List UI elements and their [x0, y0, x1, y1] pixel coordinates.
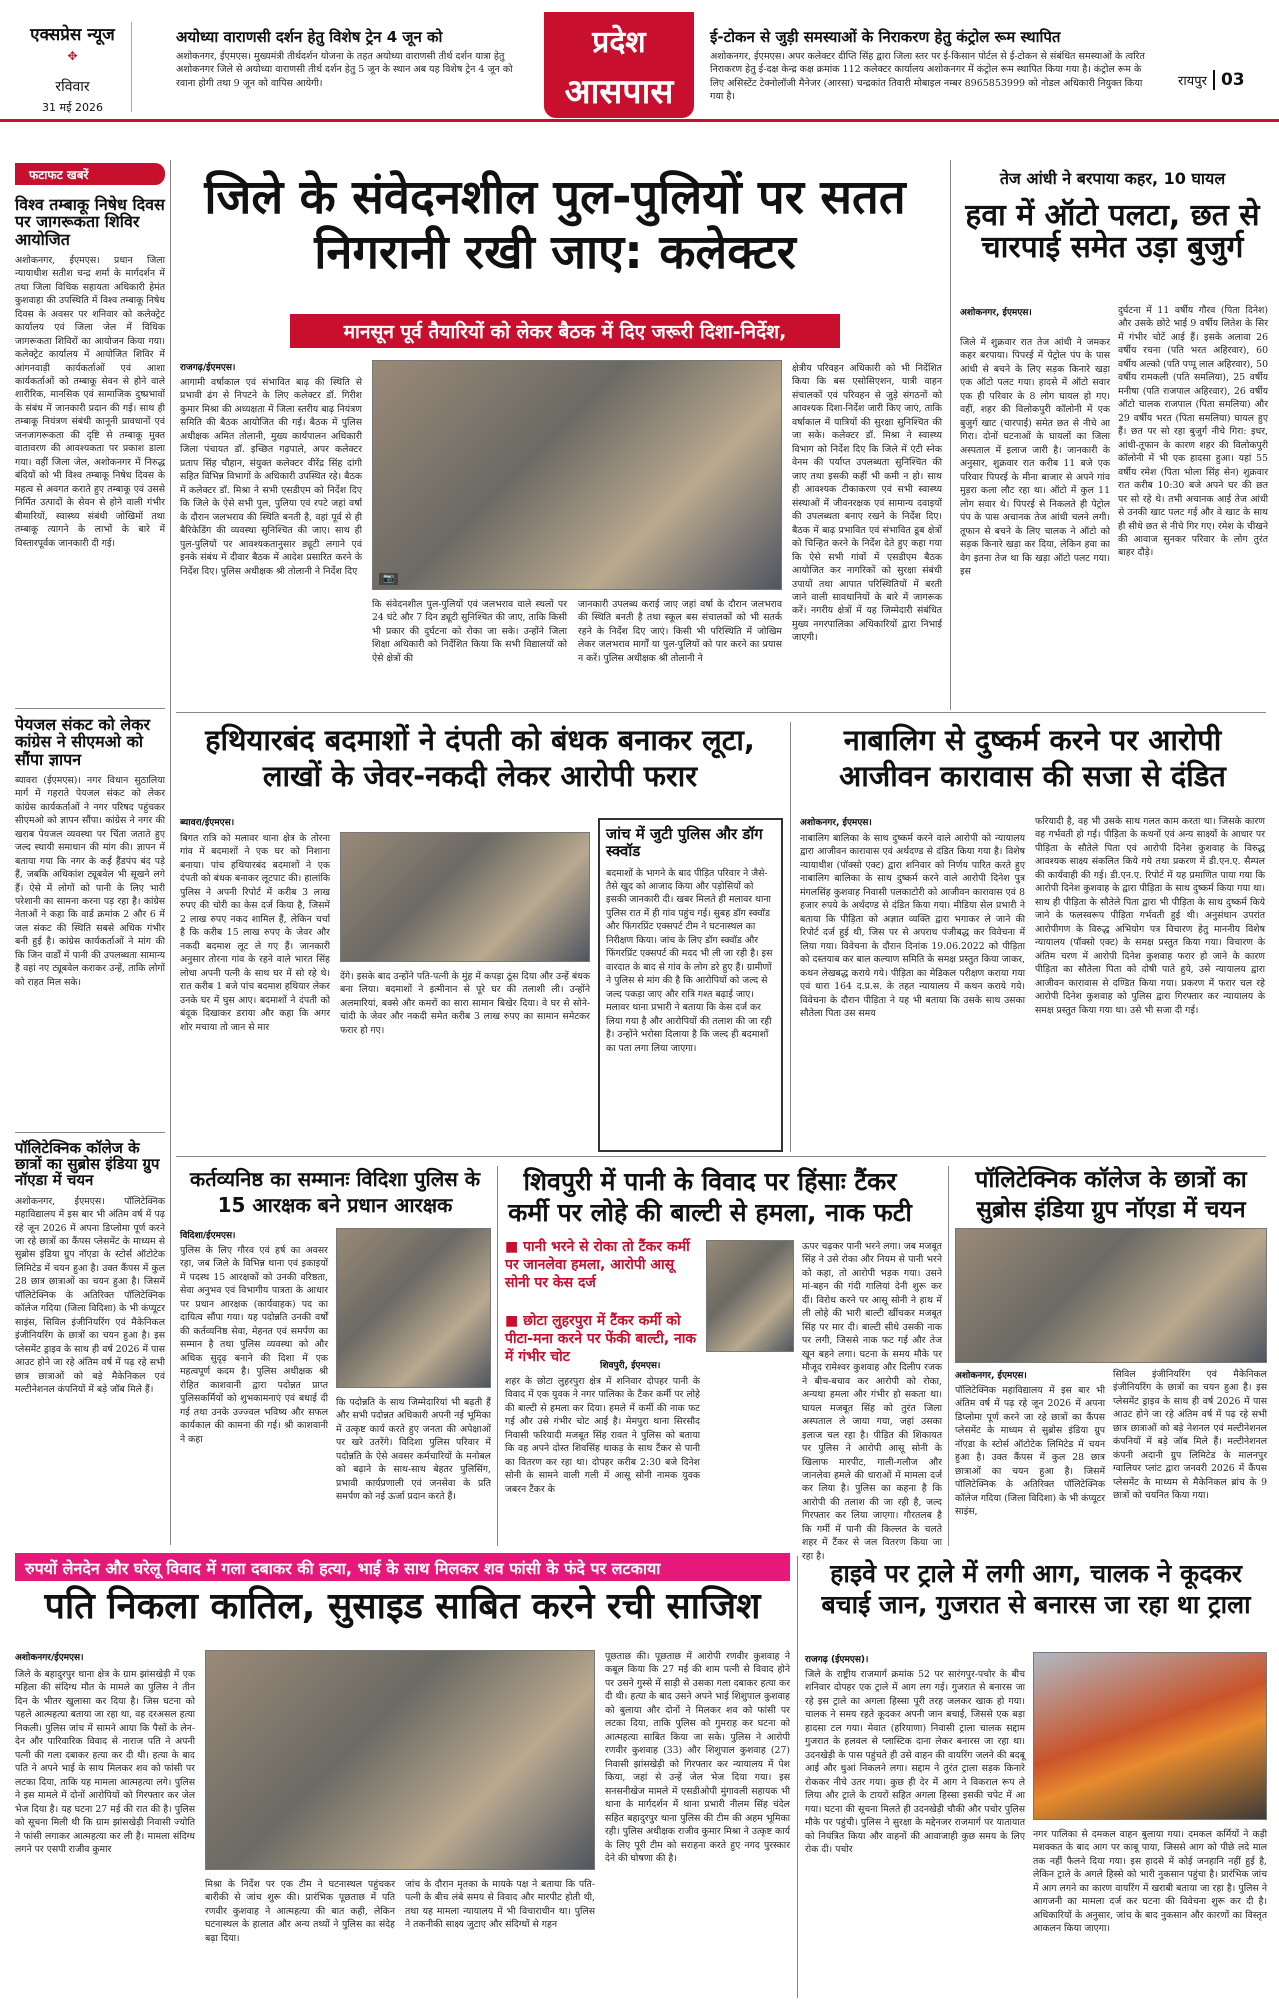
camera-icon: 📷 — [379, 573, 398, 585]
honor-dateline: विदिशा/ईएमएस। — [180, 1231, 236, 1241]
meeting-photo — [372, 360, 782, 590]
issue-day: रविवार — [55, 79, 90, 95]
murder-col-4: पूछताछ की। पूछताछ में आरोपी रणवीर कुशवाह ने कबूल किया कि 27 मई की शाम पत्नी से विवाद होने पर उसने गुस्से में साड़ी से उसका गला दबाकर हत्या कर दी थी। हत्या के बाद उसने अपने भाई शिशुपाल कुशवाह को बुलाया और दोनों ने मिलकर शव को फांसी पर लटका दिया, ताकि पुलिस को गुमराह कर घटना को आत्महत्या साबित किया जा सके। पुलिस ने आरोपी रणवीर कुशवाह (33) और शिशुपाल कुशवाह (27) निवासी झांसखेड़ी को गिरफ्तार कर न्यायालय में पेश किया, जहां से उन्हें जेल भेज दिया गया। इस सनसनीखेज मामले में एसडीओपी मुंगावली सहायक भी थाना के मार्गदर्शन में थाना प्रभारी नीलम सिंह चंदेल सहित बहादुरपुर थाना पुलिस की टीम की अहम भूमिका रही। पुलिस अधीक्षक राजीव कुमार मिश्रा ने उत्कृष्ट कार्य के लिए पूरी टीम को सराहना करते हुए नगद पुरस्कार देने की घोषणा की है। — [605, 1651, 790, 1865]
top-story-right-title: ई-टोकन से जुड़ी समस्याओं के निराकरण हेतु कंट्रोल रूम स्थापित — [710, 28, 1061, 46]
brief-3-title: पॉलिटेक्निक कॉलेज के छात्रों का सुब्रोस इंडिया ग्रुप नॉएडा में चयन — [15, 1139, 160, 1190]
police-officers-photo — [336, 1228, 491, 1388]
lead-col-1: आगामी वर्षाकाल एवं संभावित बाढ़ की स्थिति से प्रभावी ढंग से निपटने के लिए कलेक्टर डॉ. गिरीश कुमार मिश्रा की अध्यक्षता में जिला स्तरीय बाढ़ नियंत्रण समिति की बैठक आयोजित की गई। बैठक में पुलिस अधीक्षक अमित तोलानी, मुख्य कार्यपालन अधिकारी जिला पंचायत डॉ. इच्छित गढ़पाले, अपर कलेक्टर प्रताप सिंह चौहान, संयुक्त कलेक्टर वीरेंद्र सिंह दांगी सहित विभिन्न विभागों के अधिकारी उपस्थित रहे। बैठक में कलेक्टर डॉ. मिश्रा ने सभी एसडीएम को निर्देश दिए कि जिले के ऐसे सभी पुल, पुलिया एवं रपटे जहां वर्षा के दौरान जलभराव की स्थिति बनती है, वहां पूर्व से ही बैरिकेडिंग की व्यवस्था सुनिश्चित की जाए। साथ ही पुल-पुलियों पर आवश्यकतानुसार ड्यूटी लगाने एवं इनके संबंध में दीवार बैठक में आदेश प्रसारित करने के निर्देश दिए। पुलिस अधीक्षक श्री तोलानी ने निर्देश दिए — [180, 377, 362, 577]
section-name-line2: आसपास — [564, 72, 674, 112]
column-divider — [797, 1556, 798, 1998]
robbery-sidebar — [598, 818, 783, 1152]
murder-col-1: जिले के बहादुरपुर थाना क्षेत्र के ग्राम झांसखेड़ी में एक महिला की संदिग्ध मौत के मामले का पुलिस ने तीन दिन के भीतर खुलासा कर दिया है। जिस घटना को पहले आत्महत्या बताया जा रहा था, वह दरअसल हत्या निकली। पुलिस जांच में सामने आया कि पैसों के लेन-देन और पारिवारिक विवाद से नाराज पति ने अपनी पत्नी की गला दबाकर हत्या कर दी थी। हत्या के बाद पति ने अपने भाई के साथ मिलकर शव को फांसी पर लटका दिया, ताकि यह मामला आत्महत्या लगे। पुलिस ने इस मामले में दोनों आरोपियों को गिरफ्तार कर जेल भेज दिया है। यह घटना 27 मई की रात की है। पुलिस को सूचना मिली थी कि ग्राम झांसखेड़ी निवासी ज्योति ने फांसी लगाकर आत्महत्या कर ली है। मामला संदिग्ध लगने पर एसपी राजीव कुमार — [15, 1669, 195, 1856]
lead-col-4: क्षेत्रीय परिवहन अधिकारी को भी निर्देशित किया कि बस एसोसिएशन, यात्री वाहन संचालकों एवं परिवहन से जुड़े संगठनों को आवश्यक दिशा-निर्देश जारी किए जाएं, ताकि वर्षाकाल में यात्रियों की सुरक्षा सुनिश्चित की जा सके। कलेक्टर डॉ. मिश्रा ने स्वास्थ्य विभाग को निर्देश दिए कि जिले में एंटी स्नेक वेनम की पर्याप्त उपलब्धता सुनिश्चित की जाए तथा इसकी कहीं भी कमी न हो। साथ ही आवश्यक टीकाकरण एवं सभी स्वास्थ्य संस्थाओं में जीवनरक्षक एवं सामान्य दवाइयों की उपलब्धता बनाए रखने के निर्देश दिए। बैठक में बाढ़ प्रभावित एवं संभावित डूब क्षेत्रों को चिन्हित करने के निर्देश देते हुए कहा गया कि ऐसे सभी गांवों में एसडीएम बैठक आयोजित कर नागरिकों को सुरक्षा संबंधी उपायों तथा आपात परिस्थितियों में बरती जाने वाली सावधानियों के बारे में जागरूक करें। नगरीय क्षेत्रों में यह जिम्मेदारी संबंधित मुख्य नगरपालिका अधिकारियों द्वारा निभाई जाएगी। — [792, 363, 942, 644]
storm-col-1: जिले में शुक्रवार रात तेज आंधी ने जमकर कहर बरपाया। पिपरई में पेट्रोल पंप के पास आंधी से बचने के लिए सड़क किनारे खड़ा एक ऑटो पलट गया। हादसे में ऑटो सवार एक ही परिवार के 8 लोग घायल हो गए। वहीं, शहर की विलोकपुरी कॉलोनी में एक बुजुर्ग खाट (चारपाई) समेत छत से नीचे आ गिरा। दोनों घटनाओं के घायलों का जिला अस्पताल में इलाज जारी है। जानकारी के अनुसार, शुक्रवार रात करीब 11 बजे एक परिवार पिपरई के मीना बाजार से अपने गांव मुड़रा कला लौट रहा था। ऑटो में कुल 11 लोग सवार थे। पिपरई से निकलते ही पेट्रोल पंप के पास अचानक तेज आंधी चलने लगी। तूफान से बचने के लिए चालक ने ऑटो को सड़क किनारे खड़ा कर दिया, लेकिन हवा का वेग इतना तेज था कि खड़ा ऑटो पलट गया। इस — [960, 337, 1110, 577]
verdict-headline: नाबालिग से दुष्कर्म करने पर आरोपी आजीवन कारावास की सजा से दंडित — [839, 723, 1226, 794]
students-photo — [955, 1228, 1267, 1363]
fatafat-tag: फटाफट खबरें — [15, 163, 165, 185]
divider — [15, 1132, 165, 1133]
robbery-sidebar-title: जांच में जुटी पुलिस और डॉग स्क्वॉड — [606, 825, 763, 861]
water-headline: शिवपुरी में पानी के विवाद पर हिंसाः टैंकर कर्मी पर लोहे की बाल्टी से हमला, नाक फटी — [508, 1167, 912, 1228]
water-col-2: ऊपर चढ़कर पानी भरने लगा। जब मजबूत सिंह ने उसे रोका और नियम से पानी भरने को कहा, तो आरोपी भड़क गया। उसने मां-बहन की गंदी गालियां देनी शुरू कर दीं। विरोध करने पर आसू सोनी ने हाथ में ली लोहे की भारी बाल्टी खींचकर मजबूत सिंह पर मार दी। बाल्टी सीधे उसकी नाक पर लगी, जिससे नाक फट गई और तेज खून बहने लगा। घटना के समय मौके पर मौजूद रामेश्वर कुशवाह और दिलीप रजक ने बीच-बचाव कर आरोपी को रोका, अन्यथा हमला और गंभीर हो सकता था। घायल मजबूत सिंह को तुरंत जिला अस्पताल ले जाया गया, जहां उसका इलाज चल रहा है। पीड़ित की शिकायत पर पुलिस ने आरोपी आसू सोनी के खिलाफ मारपीट, गाली-गलौज और जानलेवा हमले की धाराओं में मामला दर्ज कर लिया है। पुलिस का कहना है कि आरोपी की तलाश की जा रही है, जल्द गिरफ्तार कर लिया जाएगा। गौरतलब है कि गर्मी में पानी की किल्लत के चलते शहर में टैंकर से जल वितरण किया जा रहा है। — [802, 1241, 942, 1562]
column-divider — [790, 722, 791, 1152]
lead-col-3: जानकारी उपलब्ध कराई जाए जहां वर्षा के दौरान जलभराव की स्थिति बनती है तथा स्कूल बस संचालकों को भी सतर्क रहने के निर्देश दिए जाएं। किसी भी परिस्थिति में जोखिम लेकर जलभराव मार्गों या पुल-पुलियों को पार करने का प्रयास न करें। पुलिस अधीक्षक श्री तोलानी ने — [578, 599, 782, 664]
murder-dateline: अशोकनगर/ईएमएस। — [15, 1653, 84, 1663]
honor-col-2: कि पदोन्नति के साथ जिम्मेदारियां भी बढ़ती हैं और सभी पदोन्नत अधिकारी अपनी नई भूमिका में उत्कृष्ट कार्य करते हुए जनता की अपेक्षाओं पर खरे उतरेंगे। विदिशा पुलिस परिवार में पदोन्नति के ऐसे अवसर कर्मचारियों के मनोबल को बढ़ाने के साथ-साथ बेहतर पुलिसिंग, प्रभावी कार्यप्रणाली एवं जनसेवा के प्रति समर्पण को नई ऊर्जा प्रदान करते हैं। — [336, 1397, 491, 1503]
masthead — [0, 0, 1279, 122]
robbery-headline: हथियारबंद बदमाशों ने दंपती को बंधक बनाकर लूटा, लाखों के जेवर-नकदी लेकर आरोपी फरार — [205, 723, 755, 794]
murder-headline: पति निकला कातिल, सुसाइड साबित करने रची साजिश — [44, 1586, 761, 1627]
storm-col-2: दुर्घटना में 11 वर्षीय गौरव (पिता दिनेश) और उसके छोटे भाई 9 वर्षीय लितेश के सिर में गंभीर चोटें आई हैं। इसके अलावा 26 वर्षीय रचना (पति भरत अहिरवार), 60 वर्षीय अल्को (पति पप्पू लाल अहिरवार), 50 वर्षीय रामकली (पति समलिया), 25 वर्षीय मनीषा (पति राजपाल अहिरवार), 26 वर्षीय ऑटो चालक राजपाल (पिता समलिया) और 29 वर्षीय भरत (पिता समलिया) घायल हुए हैं। छत पर सो रहा बुजुर्ग नीचे गिरा: इधर, आंधी-तूफान के कारण शहर की विलोकपुरी कॉलोनी में भी एक हादसा हुआ। यहां 55 वर्षीय रमेश (पिता भोला सिंह सेन) शुक्रवार रात करीब 10:30 बजे अपने घर की छत पर सो रहे थे। तभी अचानक आई तेज आंधी से उनकी खाट पलट गई और वे खाट के साथ ही सीधे छत से नीचे गिर गए। रमेश के चीखने की आवाज सुनकर परिवार के लोग तुरंत बाहर दौड़े। — [1118, 305, 1269, 559]
water-col-1: शहर के छोटा लुहरपुरा क्षेत्र में शनिवार दोपहर पानी के विवाद में एक युवक ने नगर पालिका के टैंकर कर्मी पर लोहे की बाल्टी से हमला कर दिया। हमले में कर्मी की नाक फट गई और उसे गंभीर चोट आई है। मेमपुरा थाना सिरसौद निवासी फरियादी मजबूत सिंह रावत ने पुलिस को बताया कि वह अपने दोस्त शिवसिंह धाकड़ के साथ टैंकर से पानी का वितरण कर रहा था। दोपहर करीब 2:30 बजे दिनेश सोनी के सामने वाली गली में आसू सोनी नामक युवक जबरन टैंकर के — [505, 1376, 700, 1495]
murder-kicker-band: रुपयों लेनदेन और घरेलू विवाद में गला दबाकर की हत्या, भाई के साथ मिलकर शव फांसी के फंदे पर लटकाया — [15, 1553, 790, 1581]
divider — [15, 708, 165, 709]
brief-3 — [15, 1140, 165, 1525]
city-page-label — [1178, 70, 1245, 90]
robbery-sidebar-body: बदमाशों के भागने के बाद पीड़ित परिवार ने जैसे-तैसे खुद को आजाद किया और पड़ोसियों को इसकी जानकारी दी। खबर मिलते ही मलावर थाना पुलिस रात में ही गांव पहुंच गई। सुबह डॉग स्क्वॉड और फिंगरप्रिंट एक्सपर्ट टीम ने घटनास्थल का निरीक्षण किया। जांच के लिए डॉग स्क्वॉड और फिंगरप्रिंट एक्सपर्ट की मदद भी ली जा रही है। इस वारदात के बाद से गांव के लोग डरे हुए हैं। ग्रामीणों ने पुलिस से मांग की है कि आरोपियों को जल्द से जल्द पकड़ा जाए और रात्रि गश्त बढ़ाई जाए। मलावर थाना प्रभारी ने बताया कि केस दर्ज कर लिया गया है और आरोपियों की तलाश की जा रही है। उन्होंने भरोसा दिलाया है कि जल्द ही बदमाशों का पता लगा लिया जाएगा। — [606, 867, 773, 1054]
top-story-left-title: अयोध्या वाराणसी दर्शन हेतु विशेष ट्रेन 4 जून को — [176, 28, 443, 46]
brief-2 — [15, 716, 165, 1174]
truck-col-1: जिले के राष्ट्रीय राजमार्ग क्रमांक 52 पर सारंगपुर-पचोर के बीच शनिवार दोपहर एक ट्राले में आग लग गई। गुजरात से बनारस जा रहे इस ट्राले का अगला हिस्सा पूरी तरह जलकर खाक हो गया। चालक ने समय रहते कूदकर अपनी जान बचाई, जिससे एक बड़ा हादसा टल गया। मेवात (हरियाणा) निवासी ट्राला चालक सद्दाम गुजरात के हलवल से प्लास्टिक दाना लेकर बनारस जा रहा था। उदनखेड़ी के पास पहुंचते ही उसे वाहन की वायरिंग जलने की बदबू आई और धुआं निकलने लगा। सद्दाम ने तुरंत ट्राला सड़क किनारे रोककर नीचे उतर गया। कुछ ही देर में आग ने विकराल रूप ले लिया और ट्राले के टायरों सहित अगला हिस्सा इसकी चपेट में आ गया। घटना की सूचना मिलते ही उदनखेड़ी चौकी और पचोर पुलिस मौके पर पहुंची। पुलिस ने सुरक्षा के मद्देनजर राजमार्ग पर यातायात को नियंत्रित किया और वाहनों की आवाजाही कुछ समय के लिए रोक दी। पचोर — [805, 1669, 1025, 1856]
brief-1 — [15, 196, 165, 739]
issue-date: 31 मई 2026 — [42, 101, 103, 114]
honor-col-1: पुलिस के लिए गौरव एवं हर्ष का अवसर रहा, जब जिले के विभिन्न थाना एवं इकाइयों में पदस्थ 15 आरक्षकों को उनकी वरिष्ठता, सेवा अनुभव एवं विभागीय पात्रता के आधार पर प्रधान आरक्षक (कार्यवाहक) पद का दायित्व सौंपा गया। यह पदोन्नति उनकी वर्षों की कर्तव्यनिष्ठ सेवा, मेहनत एवं समर्पण का सम्मान है तथा पुलिस व्यवस्था को और अधिक सुदृढ़ बनाने की दिशा में एक महत्वपूर्ण कदम है। पुलिस अधीक्षक श्री रोहित काशवानी द्वारा पदोन्नत प्राप्त पुलिसकर्मियों को शुभकामनाएं एवं बधाई दी गई तथा उनके उज्ज्वल भविष्य और सफल कार्यकाल की कामना की गई। श्री काशवानी ने कहा — [180, 1245, 328, 1445]
water-bullet-1 — [505, 1238, 700, 1293]
top-story-right — [710, 28, 1150, 103]
top-story-left-body: अशोकनगर, ईएमएस। मुख्यमंत्री तीर्थदर्शन योजना के तहत अयोध्या वाराणसी तीर्थ दर्शन यात्रा हेतु अशोकनगर जिले से अयोध्या वाराणसी तीर्थ दर्शन हेतु 5 जून के स्थान अब यह विशेष ट्रेन 4 जून को रवाना होगी तथा 9 जून को वापिस आयेगी। — [176, 51, 513, 89]
brief-2-body: ब्यावरा (ईएमएस)। नगर विधान सुठालिया मार्ग में गहराते पेयजल संकट को लेकर कांग्रेस कार्यकर्ताओं ने नगर परिषद पहुंचकर सीएमओ को ज्ञापन सौंपा। कांग्रेस ने नगर की खराब पेयजल व्यवस्था पर चिंता जताते हुए जल्द स्थायी समाधान की मांग की। ज्ञापन में बताया गया कि नगर के कई हैंडपंप बंद पड़े हैं, जबकि अधिकांश ट्यूबवेल भी सूखने लगे हैं। ऐसे में लोगों को पानी के लिए भारी परेशानी का सामना करना पड़ रहा है। कांग्रेस नेताओं ने कहा कि वार्ड क्रमांक 2 और 6 में जल संकट की स्थिति सबसे अधिक गंभीर बनी हुई है। कांग्रेस कार्यकर्ताओं ने मांग की कि जिन वार्डों में पानी की उपलब्धता सामान्य है वहां नए ट्यूबवेल कराकर उन्हें, ताकि लोगों को राहत मिल सके। — [15, 774, 165, 988]
verdict-dateline: अशोकनगर, ईएमएस। — [800, 818, 872, 828]
robbery-col-2: देंगे। इसके बाद उन्होंने पति-पत्नी के मुंह में कपड़ा ठूंस दिया और उन्हें बंधक बना लिया। बदमाशों ने इत्मीनान से पूरे घर की तलाशी ली। उन्होंने अलमारियां, बक्से और कमरों का सारा सामान बिखेर दिया। वे घर से सोने-चांदी के जेवर और नकदी समेत करीब 3 लाख रुपए का सामान समेटकर फरार हो गए। — [340, 971, 590, 1036]
section-badge — [544, 12, 694, 118]
truck-dateline: राजगढ़ (ईएमएस)। — [805, 1655, 869, 1665]
honor-headline: कर्तव्यनिष्ठ का सम्मानः विदिशा पुलिस के 15 आरक्षक बने प्रधान आरक्षक — [189, 1167, 481, 1217]
truck-headline: हाइवे पर ट्राले में लगी आग, चालक ने कूदकर बचाई जान, गुजरात से बनारस जा रहा था ट्राला — [821, 1559, 1251, 1620]
column-divider — [950, 160, 951, 710]
storm-dateline: अशोकनगर, ईएमएस। — [960, 308, 1032, 318]
column-divider — [497, 1166, 498, 1546]
bullet-square-icon: ■ — [505, 1313, 524, 1329]
brief-2-title: पेयजल संकट को लेकर कांग्रेस ने सीएमओ को सौंपा ज्ञापन — [15, 715, 151, 769]
edition-city: रायपुर — [1178, 74, 1207, 89]
water-bullet-1-text: पानी भरने से रोका तो टैंकर कर्मी पर जानलेवा हमला, आरोपी आसू सोनी पर केस दर्ज — [505, 1239, 690, 1292]
victim-photo — [706, 1240, 794, 1352]
brief-1-body: अशोकनगर, ईएमएस। प्रधान जिला न्यायाधीश सतीश चन्द्र शर्मा के मार्गदर्शन में तथा जिला विधिक सहायता अधिकारी हेमंत कुशवाहा की उपस्थिति में विश्व तम्बाकू निषेध दिवस के अवसर पर शनिवार को कलेक्ट्रेट कार्यालय एवं जिला जेल में विधिक जागरूकता शिविरों का आयोजन किया गया। कलेक्ट्रेट कार्यालय में आयोजित शिविर में आंगनवाड़ी कार्यकर्ताओं एवं आशा कार्यकर्ताओं को तम्बाकू सेवन से होने वाले शारीरिक, मानसिक एवं सामाजिक दुष्प्रभावों के संबंध में जानकारी प्रदान की गई। साथ ही तम्बाकू नियंत्रण संबंधी कानूनी प्रावधानों एवं जनजागरूकता की दृष्टि से तम्बाकू मुक्त वातावरण की आवश्यकता पर प्रकाश डाला गया। वहीं जिला जेल, अशोकनगर में निरुद्ध बंदियों को भी विश्व तम्बाकू निषेध दिवस के महत्व से अवगत कराते हुए तम्बाकू एवं उससे निर्मित उत्पादों के सेवन से होने वाली गंभीर बीमारियों, स्वास्थ्य संबंधी जोखिमों तथा तम्बाकू त्यागने के लाभों के बारे में विस्तारपूर्वक जानकारी दी गई। — [15, 254, 165, 549]
verdict-col-2: फरियादी है, वह भी उसके साथ गलत काम करता था। जिसके कारण वह गर्भवती हो गई। पीड़िता के कथनों एवं अन्य साक्ष्यों के आधार पर पीड़िता के सौतेले पिता एवं आरोपी दिनेश कुशवाह के विरुद्ध आवश्यक साक्ष्य संकलित किये गये तथा प्रकरण में डी.एन.ए. सैम्पल की कार्यवाही की गई। डी.एन.ए. रिपोर्ट में यह प्रमाणित पाया गया कि आरोपी दिनेश कुशवाह के द्वारा पीड़िता के साथ दुष्कर्म किया गया था। साथ ही पीड़िता के सौतेले पिता द्वारा भी पीड़िता के साथ दुष्कर्म किये जाने के फलस्वरूप पीड़िता गर्भवती हुई थी। अनुसंधान उपरांत आरोपीगण के विरुद्ध अभियोग पत्र विचारण हेतु माननीय विशेष न्यायालय (पॉक्सो एक्ट) के समक्ष प्रस्तुत किया गया। विचारण के अंतिम चरण में आरोपी दिनेश कुशवाह फरार हो जाने के कारण पीड़िता का सौतेला पिता को दोषी पाते हुये, उसे न्यायालय द्वारा आजीवन कारावास से दण्डित किया गया। प्रकरण में फरार चल रहे आरोपी दिनेश कुशवाह को पुलिस द्वारा गिरफ्तार कर न्यायालय के समक्ष प्रस्तुत किया गया था। उसे भी सजा दी गई। — [1035, 816, 1265, 1016]
murder-col-2: मिश्रा के निर्देश पर एक टीम ने घटनास्थल पहुंचकर बारीकी से जांच शुरू की। प्रारंभिक पूछताछ में पति रणवीर कुशवाह ने आत्महत्या की बात कही, लेकिन घटनास्थल के हालात और अन्य तथ्यों ने पुलिस का संदेह बढ़ा दिया। — [205, 1879, 395, 1944]
section-divider — [176, 1156, 1266, 1157]
placement-headline: पॉलिटेक्निक कॉलेज के छात्रों का सुब्रोस इंडिया ग्रुप नॉएडा में चयन — [975, 1167, 1247, 1223]
brief-3-body: अशोकनगर, ईएमएस। पॉलिटेक्निक महाविद्यालय में इस बार भी अंतिम वर्ष में पढ़ रहे जून 2026 में अपना डिप्लोमा पूर्ण करने जा रहे छात्रों का कैंपस प्लेसमेंट के माध्यम से सुब्रोस इंडिया ग्रुप नॉएडा के स्टोर्स ऑटोटेक लिमिटेड में चयन हुआ है। उक्त कैंपस में कुल 28 छात्र छात्राओं का चयन हुआ है। जिसमें पॉलिटेक्निक के अतिरिक्त पॉलिटेक्निक कॉलेज गदिया (जिला विदिशा) के भी कंप्यूटर साइंस, सिविल इंजीनियरिंग एवं मैकेनिकल इंजीनियरिंग के छात्रों का चयन हुआ है। इस प्लेसमेंट ड्राइव के साथ ही वर्ष 2026 में पास आउट होने जा रहे अंतिम वर्ष में पढ़ रहे सभी छात्र छात्राओं को बड़े मैकेनिकल एवं मल्टीनेशनल कंपनियों में बड़े जॉब मिले हैं। — [15, 1195, 165, 1396]
placement-col-1: पॉलिटेक्निक महाविद्यालय में इस बार भी अंतिम वर्ष में पढ़ रहे जून 2026 में अपना डिप्लोमा पूर्ण करने जा रहे छात्रों का कैंपस प्लेसमेंट के माध्यम से सुब्रोस इंडिया ग्रुप नॉएडा के स्टोर्स ऑटोटेक लिमिटेड में चयन हुआ है। उक्त कैंपस में कुल 28 छात्र छात्राओं का चयन हुआ है। जिसमें पॉलिटेक्निक के अतिरिक्त पॉलिटेक्निक कॉलेज गदिया (जिला विदिशा) के भी कंप्यूटर साइंस, — [955, 1385, 1105, 1518]
section-name-line1: प्रदेश — [592, 25, 646, 60]
arrest-photo — [205, 1650, 595, 1870]
placement-col-2: सिविल इंजीनियरिंग एवं मैकेनिकल इंजीनियरिंग के छात्रों का चयन हुआ है। इस प्लेसमेंट ड्राइव के साथ ही वर्ष 2026 में पास आउट होने जा रहे अंतिम वर्ष में पढ़ रहे सभी छात्र छात्राओं को बड़े नेशनल एवं मल्टीनेशनल कंपनियों में बड़े जॉब मिले हैं। मल्टीनेशनल कंपनी अदानी ग्रुप लिमिटेड के मालनपुर ग्वालियर प्लांट द्वारा जनवरी 2026 में कैंपस प्लेसमेंट के माध्यम से मैकेनिकल ब्रांच के 9 छात्रों को चयनित किया गया। — [1113, 1369, 1267, 1502]
robbery-col-1: बिगत रात्रि को मलावर थाना क्षेत्र के तोरना गांव में बदमाशों ने एक घर को निशाना बनाया। पांच हथियारबंद बदमाशों ने एक दंपती को बंधक बनाकर लूटपाट की। हालांकि पुलिस ने अपनी रिपोर्ट में करीब 3 लाख रुपए की चोरी का केस दर्ज किया है, जिसमें 2 लाख रुपए नकद शामिल हैं, लेकिन चर्चा है कि करीब 15 लाख रुपए के जेवर और नकदी बदमाश लूट ले गए हैं। जानकारी अनुसार तोरना गांव के रहने वाले भारत सिंह लोधा अपनी पत्नी के साथ घर में सो रहे थे। रात करीब 1 बजे पांच बदमाश हथियार लेकर उनके घर में घुस आए। बदमाशों ने दंपती को बंदूक दिखाकर डराया और कहा कि अगर शोर मचाया तो जान से मार — [180, 833, 330, 1033]
brief-1-title: विश्व तम्बाकू निषेध दिवस पर जागरूकता शिविर आयोजित — [15, 195, 165, 249]
robbery-photo — [340, 832, 590, 962]
storm-kicker: तेज आंधी ने बरपाया कहर, 10 घायल — [999, 169, 1226, 188]
bullet-square-icon: ■ — [505, 1239, 524, 1255]
lead-col-2: कि संवेदनशील पुल-पुलियों एवं जलभराव वाले स्थलों पर 24 घंटे और 7 दिन ड्यूटी सुनिश्चित की जाए, ताकि किसी भी प्रकार की दुर्घटना को रोका जा सके। उन्होंने जिला शिक्षा अधिकारी को निर्देशित किया कि सभी विद्यालयों को ऐसे क्षेत्रों की — [372, 599, 567, 664]
ornament-icon: ✥ — [67, 49, 78, 63]
robbery-dateline: ब्यावरा/ईएमएस। — [180, 818, 235, 828]
top-story-right-body: अशोकनगर, ईएमएस। अपर कलेक्टर दीप्ति सिंह द्वारा जिला स्तर पर ई-किसान पोर्टल से ई-टोकन से संबंधित समस्याओं के त्वरित निराकरण हेतु ई-दक्ष केन्द्र कक्ष क्रमांक 112 कलेक्टर कार्यालय अशोकनगर में कंट्रोल रूम स्थापित किया गया है। कंट्रोल रूम के लिए असिस्टेंट टेक्नोलॉजी मैनेजर (आरसा) चन्द्रकांत तिवारी मोबाइल नम्बर 8965853999 को नोडल अधिकारी नियुक्त किया गया है। — [710, 51, 1145, 102]
top-story-left — [176, 28, 530, 90]
truck-fire-photo — [1033, 1652, 1267, 1820]
column-divider — [948, 1166, 949, 1546]
section-divider — [176, 712, 1266, 713]
brand-box — [14, 22, 132, 112]
murder-col-3: जांच के दौरान मृतका के मायके पक्ष ने बताया कि पति-पत्नी के बीच लंबे समय से विवाद और मारपीट होती थी, तथा यह मामला न्यायालय में भी विचाराधीन था। पुलिस ने तकनीकी साक्ष्य जुटाए और संदिग्धों से गहन — [405, 1879, 595, 1931]
column-divider — [170, 160, 171, 1545]
lead-subhead: मानसून पूर्व तैयारियों को लेकर बैठक में दिए जरूरी दिशा-निर्देश, — [290, 314, 840, 348]
verdict-col-1: नाबालिग बालिका के साथ दुष्कर्म करने वाले आरोपी को न्यायालय द्वारा आजीवन कारावास एवं अर्थदण्ड से दंडित किया गया है। विशेष न्यायाधीश (पॉक्सो एक्ट) द्वारा शनिवार को निर्णय पारित करते हुए नाबालिग बालिका के साथ दुष्कर्म करने वाले आरोपी दिनेश पुत्र मंगलसिंह कुशवाह निवासी पलकाटोरी को आजीवन कारावास एवं 8 हजार रुपये के अर्थदण्ड से दंडित किया गया। मीडिया सेल प्रभारी ने बताया कि पीड़िता को अज्ञात व्यक्ति द्वारा भगाकर ले जाने की रिपोर्ट दर्ज हुई थी, जिस पर से अपराध पंजीबद्ध कर विवेचना में लिया गया। विवेचना के दौरान दिनांक 19.06.2022 को पीड़िता को दस्तयाब कर बाल कल्याण समिति के समक्ष प्रस्तुत किया जाकर, कथन लेखबद्ध कराये गये। पीड़िता का मेडिकल परीक्षण कराया गया एवं धारा 164 द.प्र.स. के तहत न्यायालय में कथन कराये गये। विवेचना के दौरान पीड़िता ने यह भी बताया कि उसके साथ उसका सौतेला पिता उस समय — [800, 833, 1025, 1020]
placement-dateline: अशोकनगर, ईएमएस। — [955, 1371, 1027, 1381]
storm-headline: हवा में ऑटो पलटा, छत से चारपाई समेत उड़ा बुजुर्ग — [965, 198, 1260, 266]
newspaper-brand: एक्सप्रेस न्यूज — [30, 25, 115, 45]
water-dateline: शिवपुरी, ईएमएस। — [600, 1361, 661, 1371]
lead-headline: जिले के संवेदनशील पुल-पुलियों पर सतत निगरानी रखी जाए: कलेक्टर — [204, 170, 906, 281]
water-bullet-2-text: छोटा लुहरपुरा में टैंकर कर्मी को पीटा-मना करने पर फेंकी बाल्टी, नाक में गंभीर चोट — [505, 1313, 697, 1366]
page-number: 03 — [1213, 70, 1245, 90]
truck-col-2: नगर पालिका से दमकल वाहन बुलाया गया। दमकल कर्मियों ने कड़ी मशक्कत के बाद आग पर काबू पाया, जिससे आग को पीछे लदे माल तक नहीं फैलने दिया गया। इस हादसे में कोई जनहानि नहीं हुई है, लेकिन ट्राले के अगले हिस्से को भारी नुकसान पहुंचा है। प्रारंभिक जांच में आग लगने का कारण वायरिंग में खराबी बताया जा रहा है। पुलिस ने आगजनी का मामला दर्ज कर घटना की विवेचना शुरू कर दी है। अधिकारियों के अनुसार, जांच के बाद नुकसान और कारणों का विस्तृत आकलन किया जाएगा। — [1033, 1829, 1267, 1935]
lead-dateline: राजगढ़/ईएमएस। — [180, 363, 236, 373]
